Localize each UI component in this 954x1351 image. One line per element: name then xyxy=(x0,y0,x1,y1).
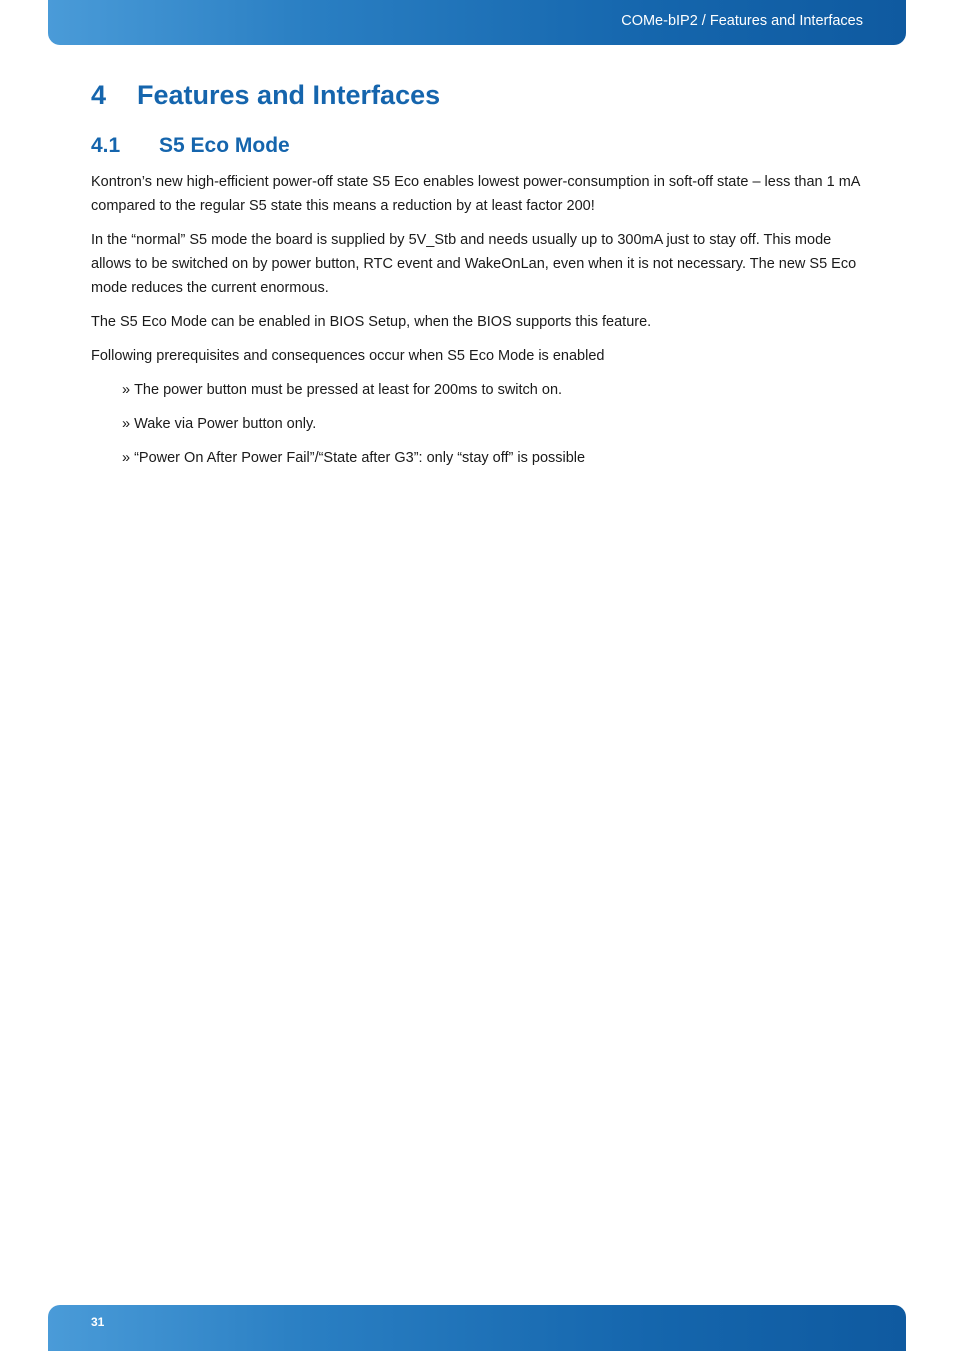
page-number: 31 xyxy=(91,1315,105,1329)
paragraph-normal-s5: In the “normal” S5 mode the board is supplied by 5V_Stb and needs usually up to 300mA just to stay off. This mode allows to be switched on by power button, RTC event and WakeOnLan, even when it is not necessary. The new S5 Eco mode reduces the current enormous. xyxy=(91,232,857,296)
list-item-text: “Power On After Power Fail”/“State after G3”: only “stay off” is possible xyxy=(134,450,586,466)
section-number: 4.1 xyxy=(91,134,121,157)
list-item xyxy=(122,378,866,402)
chapter-heading xyxy=(91,78,440,112)
header-bar xyxy=(48,0,906,45)
prerequisites-list xyxy=(91,378,866,470)
footer-bar xyxy=(48,1305,906,1351)
paragraph-bios-setup: The S5 Eco Mode can be enabled in BIOS Setup, when the BIOS supports this feature. xyxy=(91,314,652,330)
running-header: COMe-bIP2 / Features and Interfaces xyxy=(621,13,863,29)
list-item-text: The power button must be pressed at least for 200ms to switch on. xyxy=(134,382,563,398)
paragraph-intro: Kontron’s new high-efficient power-off state S5 Eco enables lowest power-consumption in soft-off state – less than 1 mA compared to the regular S5 state this means a reduction by at least factor 200! xyxy=(91,174,860,214)
list-item xyxy=(122,412,866,436)
list-item xyxy=(122,446,866,470)
chapter-title: Features and Interfaces xyxy=(137,80,441,110)
section-title: S5 Eco Mode xyxy=(159,134,290,157)
list-item-text: Wake via Power button only. xyxy=(134,416,317,432)
bullet-marker: » xyxy=(122,450,131,466)
paragraph-prerequisites: Following prerequisites and consequences occur when S5 Eco Mode is enabled xyxy=(91,348,605,364)
bullet-marker: » xyxy=(122,416,131,432)
chapter-number: 4 xyxy=(91,80,107,110)
body-text xyxy=(91,170,866,480)
bullet-marker: » xyxy=(122,382,131,398)
section-heading xyxy=(91,132,290,160)
